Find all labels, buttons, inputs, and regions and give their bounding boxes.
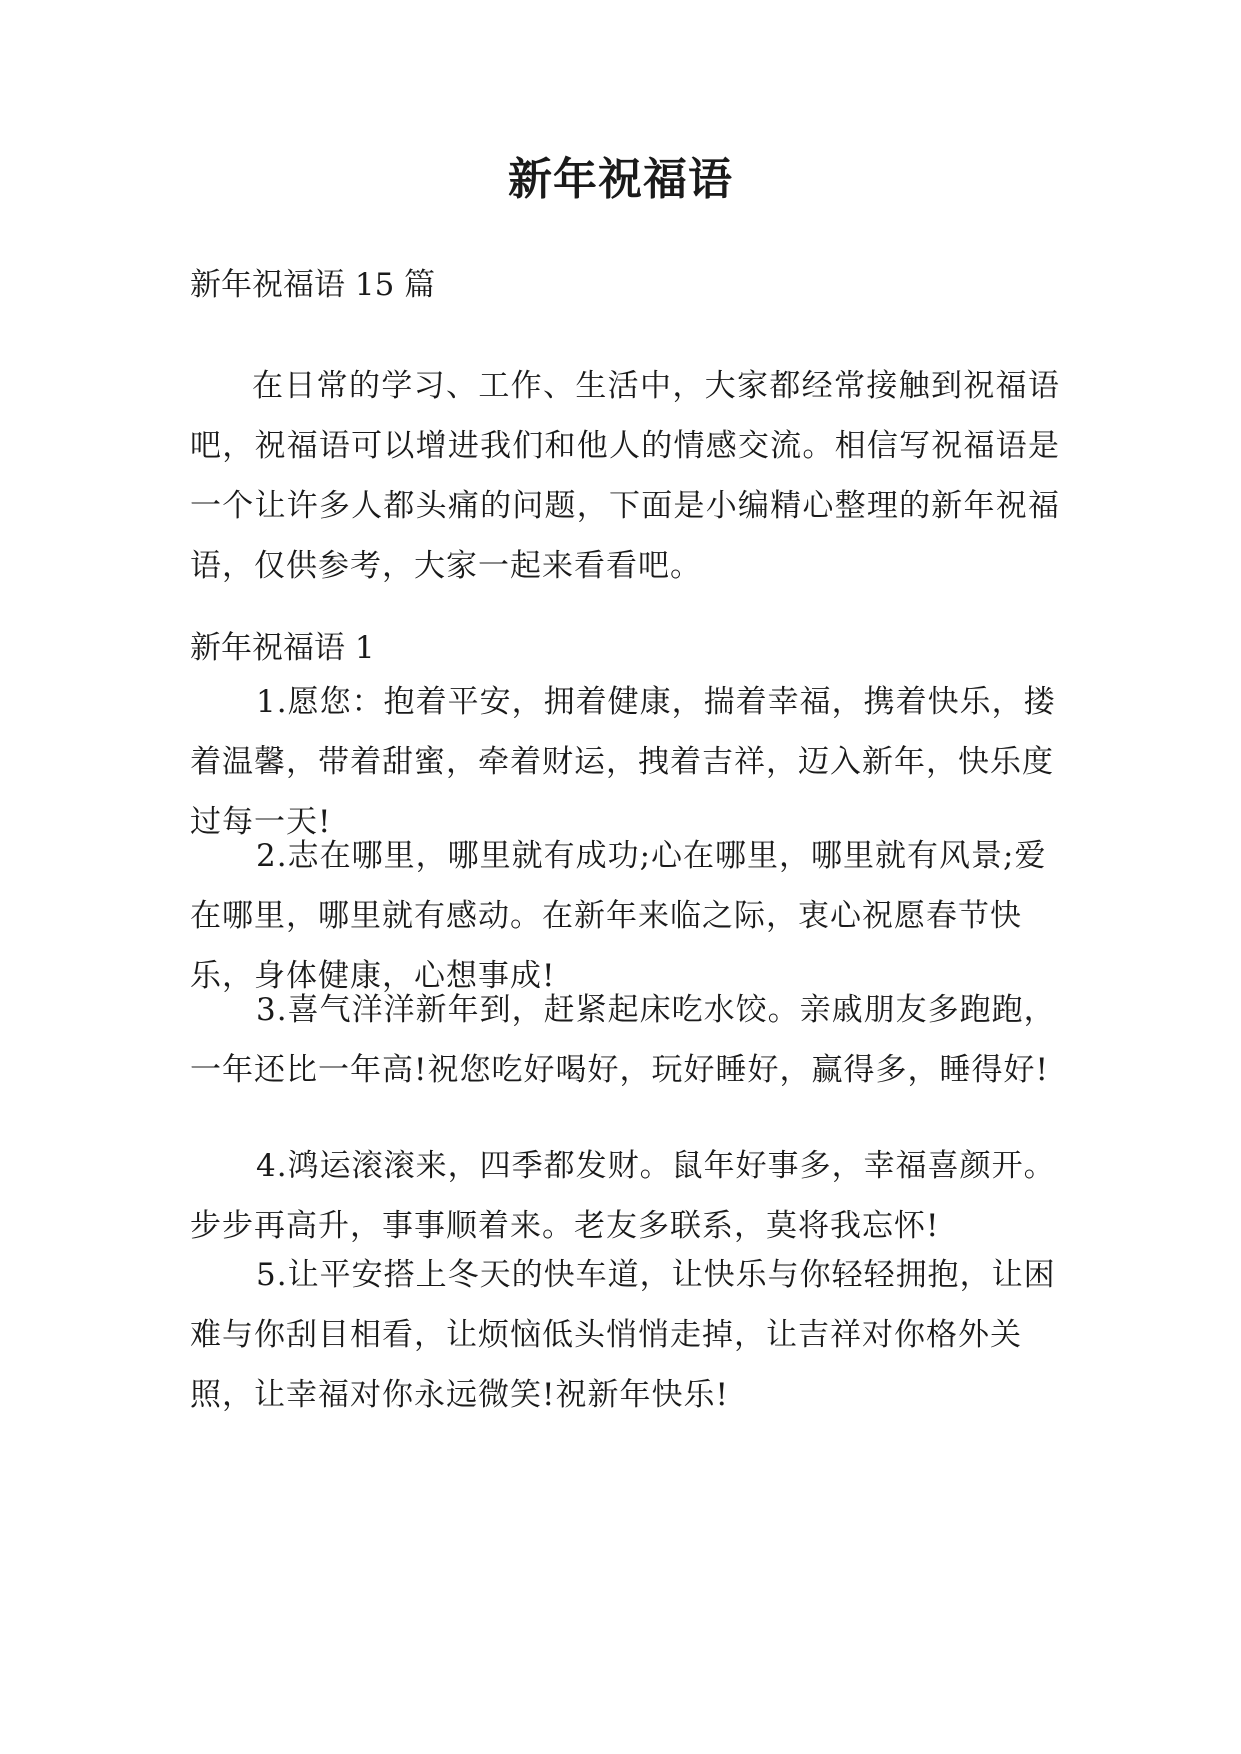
list-item: 1.愿您：抱着平安，拥着健康，揣着幸福，携着快乐，搂着温馨，带着甜蜜，牵着财运，拽着吉祥，迈入新年，快乐度过每一天!: [190, 684, 1056, 840]
list-item: 3.喜气洋洋新年到，赶紧起床吃水饺。亲戚朋友多跑跑，一年还比一年高!祝您吃好喝好，玩好睡好，赢得多，睡得好!: [190, 992, 1056, 1088]
document-subtitle: 新年祝福语 15 篇: [190, 267, 436, 303]
intro-paragraph: 在日常的学习、工作、生活中，大家都经常接触到祝福语吧，祝福语可以增进我们和他人的情感交流。相信写祝福语是一个让许多人都头痛的问题，下面是小编精心整理的新年祝福语，仅供参考，大家一起来看看吧。: [190, 368, 1060, 584]
list-item: 2.志在哪里，哪里就有成功;心在哪里，哪里就有风景;爱在哪里，哪里就有感动。在新年来临之际，衷心祝愿春节快乐，身体健康，心想事成!: [190, 838, 1047, 994]
section-heading: 新年祝福语 1: [190, 630, 375, 666]
list-item: 5.让平安搭上冬天的快车道，让快乐与你轻轻拥抱，让困难与你刮目相看，让烦恼低头悄悄走掉，让吉祥对你格外关照，让幸福对你永远微笑!祝新年快乐!: [190, 1257, 1056, 1413]
list-item: 4.鸿运滚滚来，四季都发财。鼠年好事多，幸福喜颜开。步步再高升，事事顺着来。老友多联系，莫将我忘怀!: [190, 1148, 1056, 1244]
document-title: 新年祝福语: [508, 154, 733, 205]
